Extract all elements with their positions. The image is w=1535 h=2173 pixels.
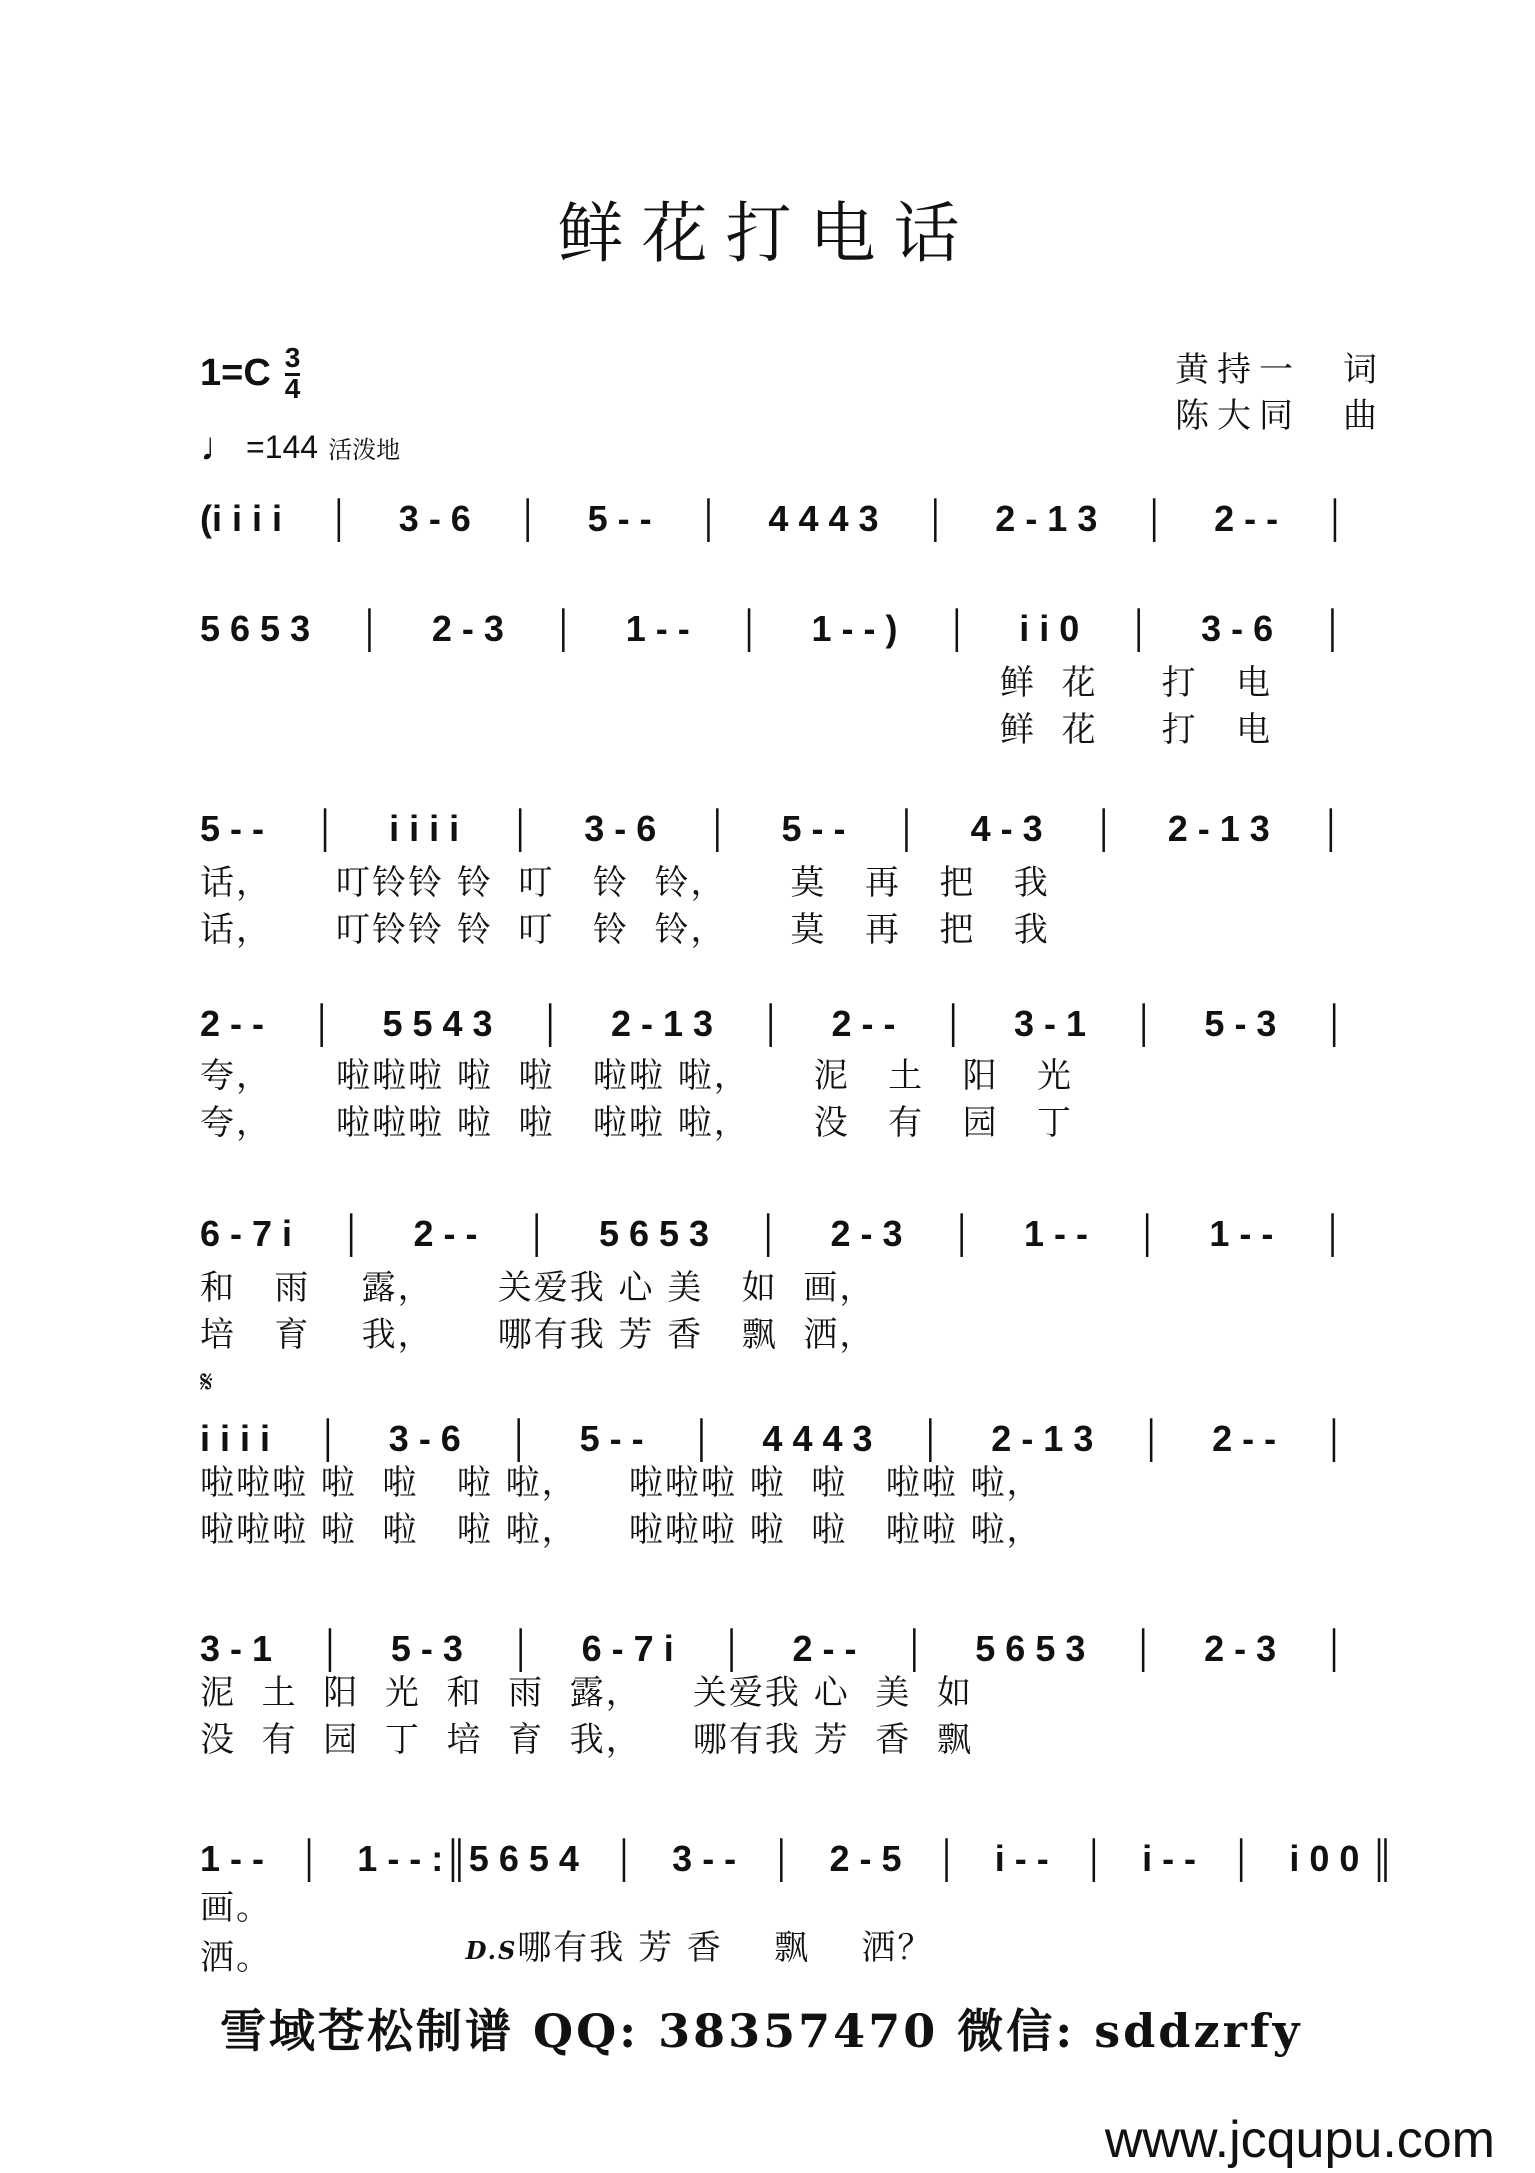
ds-marking: D.S [465, 1936, 518, 1965]
measure: i 0 0 ║ [1289, 1838, 1395, 1879]
barline: │ [526, 1213, 550, 1254]
measure: 2 - - [200, 1003, 265, 1044]
notation-system-2 [200, 590, 1395, 650]
measure: (i i i i [200, 498, 283, 539]
measure: 5 - - [579, 1418, 644, 1459]
barline: │ [1133, 1628, 1157, 1669]
lyric-line: 鲜 花 打 电 [1000, 710, 1273, 750]
barline: │ [936, 1838, 960, 1879]
composer-credit: 陈大同 曲 [1175, 396, 1385, 436]
barline: │ [511, 1628, 534, 1669]
measure: 3 - 1 [200, 1628, 273, 1669]
measure: 5 - - [587, 498, 652, 539]
barline: │ [329, 498, 352, 539]
barline: │ [896, 808, 920, 849]
measure: 2 - 1 3 [995, 498, 1098, 539]
lyric-line: 鲜 花 打 电 [1000, 663, 1273, 703]
barline: │ [311, 1003, 335, 1044]
barline: │ [925, 498, 949, 539]
barline: │ [739, 608, 762, 649]
measure: 4 4 4 3 [768, 498, 879, 539]
measure: i i i i [389, 808, 460, 849]
barline: │ [299, 1838, 322, 1879]
tempo-marking [200, 425, 400, 470]
measure: 3 - 6 [398, 498, 471, 539]
measure: 2 - 1 3 [1167, 808, 1270, 849]
lyric-line: 培 育 我， 哪有我 芳 香 飘 洒， [200, 1315, 876, 1355]
measure: 6 - 7 i [581, 1628, 674, 1669]
barline: │ [1128, 608, 1152, 649]
barline: │ [1084, 1838, 1107, 1879]
measure: 1 - - [1023, 1213, 1088, 1254]
time-signature [284, 342, 301, 404]
measure: 6 - 7 i [200, 1213, 293, 1254]
measure: 3 - 6 [1201, 608, 1274, 649]
lyric-line: 夸， 啦啦啦 啦 啦 啦啦 啦， 泥 土 阳 光 [200, 1056, 1073, 1096]
lyric-line: 洒。 [200, 1938, 272, 1978]
barline: │ [1322, 608, 1346, 649]
barline: │ [761, 1003, 784, 1044]
quarter-note-icon: ♩ [200, 425, 240, 469]
song-title: 鲜花打电话 [557, 195, 978, 272]
barline: │ [1324, 1628, 1347, 1669]
measure: 5 6 5 3 [975, 1628, 1086, 1669]
measure: 2 - - [831, 1003, 896, 1044]
measure: 3 - 6 [584, 808, 657, 849]
notation-system-7 [200, 1610, 1395, 1670]
barline: │ [691, 1418, 715, 1459]
measure: 1 - - ) [811, 608, 898, 649]
segno-icon: 𝄋 [200, 1365, 213, 1400]
barline: │ [1141, 1418, 1164, 1459]
site-watermark: www.jcqupu.com [1104, 2111, 1495, 2169]
barline: │ [1137, 1213, 1160, 1254]
barline: │ [947, 608, 970, 649]
barline: │ [315, 808, 338, 849]
barline: │ [614, 1838, 637, 1879]
barline: │ [540, 1003, 564, 1044]
barline: │ [698, 498, 722, 539]
measure: 5 5 4 3 [382, 1003, 493, 1044]
lyric-line: 泥 土 阳 光 和 雨 露， 关爱我 心 美 如 [200, 1673, 973, 1713]
lyric-line: 夸， 啦啦啦 啦 啦 啦啦 啦， 没 有 园 丁 [200, 1103, 1073, 1143]
measure: 5 - - [781, 808, 846, 849]
barline: │ [1324, 1418, 1347, 1459]
barline: │ [318, 1418, 341, 1459]
measure: 2 - 1 3 [610, 1003, 714, 1044]
key-signature [200, 342, 301, 404]
measure: 1 - - [200, 1838, 265, 1879]
barline: │ [920, 1418, 944, 1459]
measure: i - - [1142, 1838, 1197, 1879]
measure: 2 - 1 3 [991, 1418, 1094, 1459]
measure: 5 - 3 [1204, 1003, 1277, 1044]
notation-system-6 [200, 1400, 1395, 1460]
barline: │ [943, 1003, 966, 1044]
barline: │ [320, 1628, 343, 1669]
key-label: 1=C [200, 352, 271, 394]
barline: │ [771, 1838, 795, 1879]
measure: 2 - - [1212, 1418, 1277, 1459]
lyric-line: 啦啦啦 啦 啦 啦 啦， 啦啦啦 啦 啦 啦啦 啦， [200, 1463, 1043, 1503]
footer-credit: 雪域苍松制谱 QQ: 38357470 微信: sddzrfy [220, 2004, 1303, 2058]
barline: │ [1093, 808, 1117, 849]
tempo-value: =144 [246, 429, 319, 465]
barline: │ [510, 808, 533, 849]
measure: i i 0 [1019, 608, 1080, 649]
barline: │ [1144, 498, 1167, 539]
measure: 3 - 6 [388, 1418, 461, 1459]
time-sig-top: 3 [285, 345, 301, 376]
lyric-line: 画。 [200, 1888, 272, 1928]
barline: │ [553, 608, 577, 649]
measure: 4 - 3 [970, 808, 1043, 849]
notation-system-3 [200, 790, 1395, 850]
barline: │ [721, 1628, 745, 1669]
measure: 5 - 3 [390, 1628, 463, 1669]
barline: │ [508, 1418, 532, 1459]
measure: 2 - - [1214, 498, 1279, 539]
barline: │ [1231, 1838, 1254, 1879]
barline: │ [1324, 1003, 1347, 1044]
measure: 2 - - [413, 1213, 478, 1254]
measure: 2 - 3 [1204, 1628, 1277, 1669]
time-sig-bottom: 4 [284, 373, 301, 404]
measure: 5 6 5 3 [598, 1213, 710, 1254]
measure: 1 - - [625, 608, 690, 649]
measure: 1 - - :║5 6 5 4 [357, 1838, 579, 1879]
notation-system-5 [200, 1195, 1395, 1255]
notation-system-4 [200, 985, 1395, 1045]
measure: 2 - 3 [431, 608, 504, 649]
barline: │ [1133, 1003, 1157, 1044]
measure: 2 - 5 [829, 1838, 902, 1879]
barline: │ [758, 1213, 781, 1254]
lyric-line: 和 雨 露， 关爱我 心 美 如 画， [200, 1268, 876, 1308]
measure: i i i i [200, 1418, 271, 1459]
measure: 1 - - [1209, 1213, 1274, 1254]
lyric-line: 话， 叮铃铃 铃 叮 铃 铃， 莫 再 把 我 [200, 863, 1050, 903]
barline: │ [341, 1213, 365, 1254]
barline: │ [904, 1628, 928, 1669]
lyric-line: 话， 叮铃铃 铃 叮 铃 铃， 莫 再 把 我 [200, 910, 1050, 950]
tempo-desc: 活泼地 [328, 437, 401, 464]
barline: │ [359, 608, 383, 649]
notation-system-8 [200, 1820, 1395, 1880]
lyric-line: 啦啦啦 啦 啦 啦 啦， 啦啦啦 啦 啦 啦啦 啦， [200, 1510, 1043, 1550]
barline: │ [707, 808, 731, 849]
measure: i - - [994, 1838, 1049, 1879]
measure: 5 6 5 3 [200, 608, 311, 649]
barline: │ [951, 1213, 975, 1254]
barline: │ [1322, 1213, 1346, 1254]
lyricist-credit: 黄持一 词 [1175, 350, 1385, 390]
measure: 2 - 3 [830, 1213, 903, 1254]
notation-system-1 [200, 480, 1395, 540]
measure: 2 - - [792, 1628, 857, 1669]
barline: │ [1325, 498, 1348, 539]
measure: 4 4 4 3 [762, 1418, 873, 1459]
barline: │ [517, 498, 541, 539]
ds-lyric-text: 哪有我 芳 香 飘 洒？ [517, 1928, 934, 1968]
measure: 5 - - [200, 808, 265, 849]
barline: │ [1321, 808, 1344, 849]
measure: 3 - 1 [1013, 1003, 1086, 1044]
measure: 3 - - [672, 1838, 737, 1879]
lyric-line: 没 有 园 丁 培 育 我， 哪有我 芳 香 飘 [200, 1720, 973, 1760]
